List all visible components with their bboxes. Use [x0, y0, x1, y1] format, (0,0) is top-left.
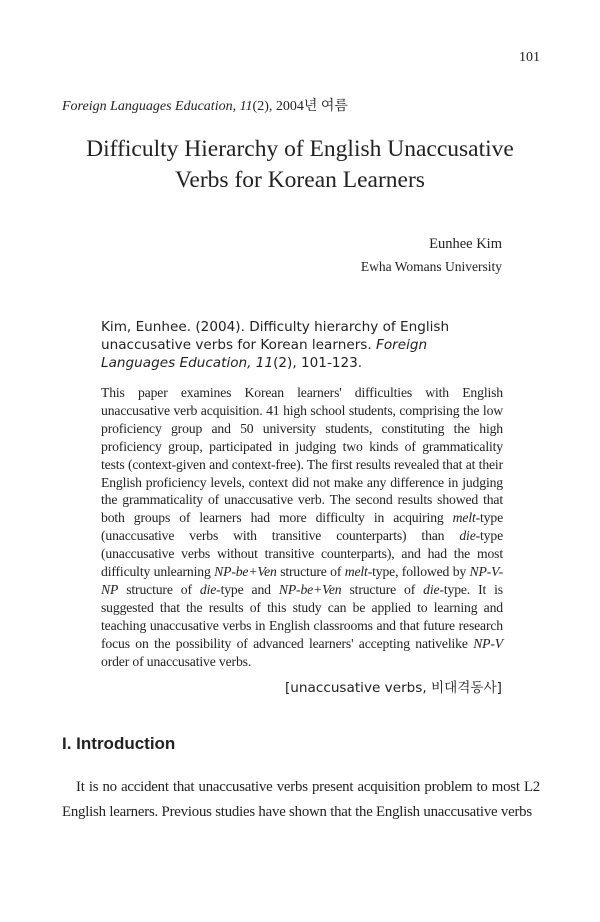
page-number: 101 [519, 50, 540, 65]
citation [101, 318, 503, 372]
abstract-term-np-be-ven-2: NP-be+Ven [278, 581, 342, 597]
abstract-term-die: die [459, 528, 476, 544]
abstract-term-die-2: die [199, 581, 217, 597]
citation-part-2: (2), 101-123. [273, 355, 363, 371]
citation-part-1: Kim, Eunhee. (2004). Difficulty hierarchy of English unaccusative verbs for Korean learners. [101, 319, 450, 353]
title-line-2: Verbs for Korean Learners [175, 167, 425, 193]
abstract-text-1: This paper examines Korean learners' difficulties with English unaccusative verb acquisition. 41 high school students, comprising the low proficiency group and 50 university students, constituting the high proficiency group, participated in judging two kinds of grammaticality tests (context-given and context-free). The first results revealed that at their English proficiency levels, context did not make any difference in judging the grammaticality of unaccusative verb. The second results showed that both groups of learners had more difficulty in acquiring [101, 385, 503, 526]
abstract-text-3: -type (unaccusative verbs without transitive counterparts), and had the most difficulty unlearning [101, 528, 503, 580]
abstract-text-4: structure of [276, 564, 345, 580]
section-heading: I. Introduction [62, 734, 176, 753]
abstract-term-np-v: NP-V [473, 635, 503, 651]
citation-journal: Foreign Languages Education, 11 [101, 337, 428, 371]
abstract-term-melt: melt [452, 510, 476, 526]
author-name: Eunhee Kim [429, 236, 502, 252]
abstract-term-die-3: die [423, 581, 440, 597]
abstract-text-9: -type. It is suggested that the results of this study can be applied to learning and teaching unaccusative verbs in English classrooms and that future research focus on the possibility of advanced learners' accepting nativelike [101, 581, 503, 651]
journal-issue: (2), 2004년 여름 [252, 99, 348, 114]
abstract-term-melt-2: melt [344, 564, 368, 580]
abstract-text-2: -type (unaccusative verbs with transitive counterparts) than [101, 510, 503, 544]
abstract-text-5: -type, followed by [367, 564, 470, 580]
journal-volume: 11 [239, 99, 253, 114]
title-line-1: Difficulty Hierarchy of English Unaccusative [86, 136, 514, 162]
journal-line [62, 95, 348, 115]
section-paragraph: It is no accident that unaccusative verbs present acquisition problem to most L2 English learners. Previous studies have shown that the English unaccusative verbs [62, 779, 540, 820]
abstract-term-np-v-np: NP-V-NP [101, 564, 503, 597]
abstract-text-10: order of unaccusative verbs. [101, 653, 252, 669]
abstract-text-8: structure of [341, 581, 424, 597]
author-affiliation: Ewha Womans University [360, 259, 502, 274]
abstract-text-6: structure of [118, 581, 200, 597]
abstract [101, 384, 503, 671]
journal-name: Foreign Languages Education, [62, 99, 237, 114]
abstract-term-np-be-ven: NP-be+Ven [214, 564, 277, 580]
keywords: [unaccusative verbs, 비대격동사] [285, 680, 502, 696]
paper-title [0, 134, 600, 196]
abstract-text-7: -type and [216, 581, 279, 597]
